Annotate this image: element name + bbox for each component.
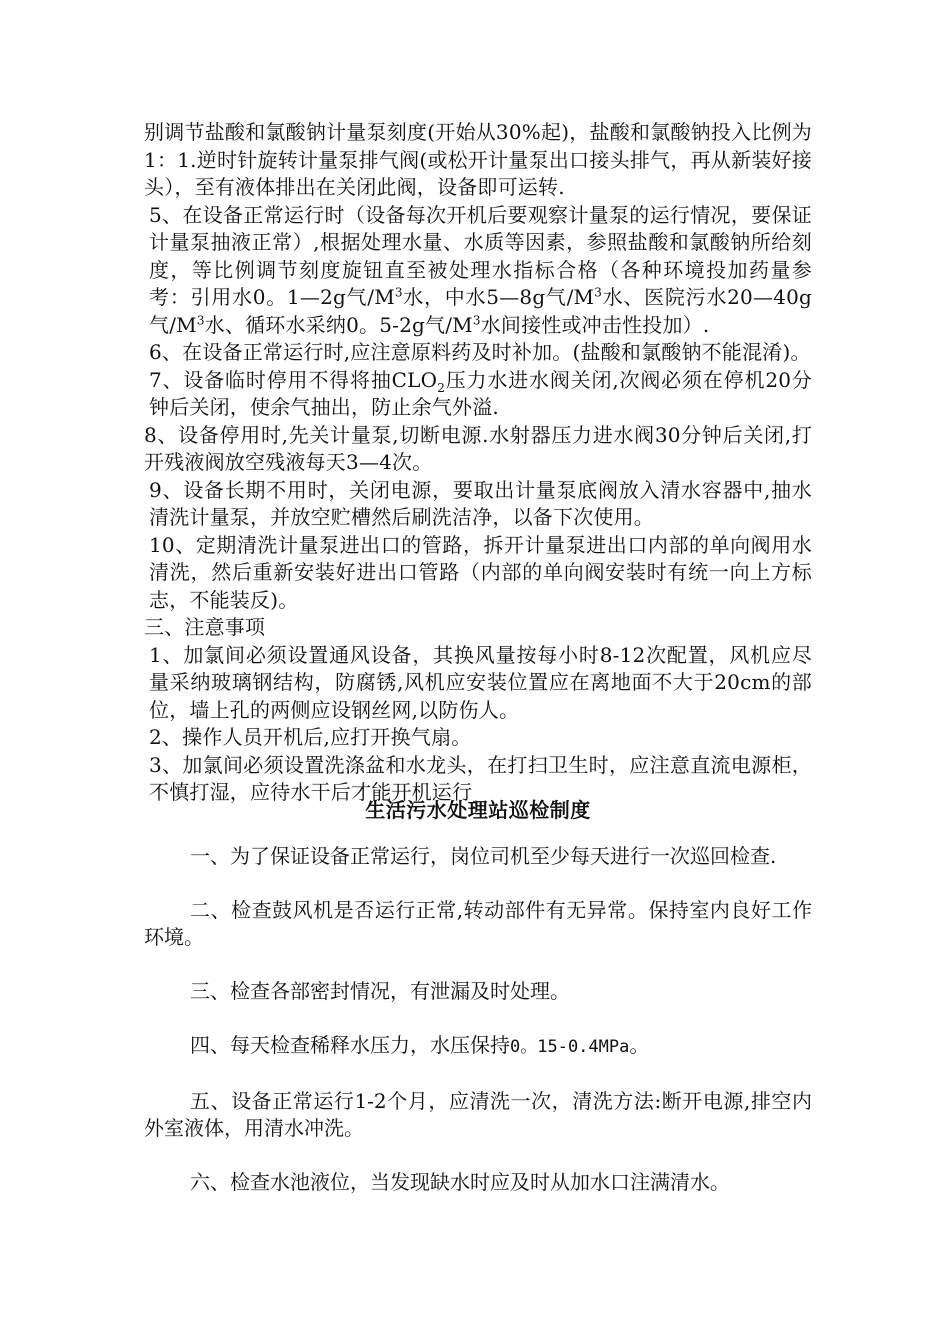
pressure-value: 0。15-0.4MPa (510, 1037, 630, 1057)
text-run: 水，中水5—8g气/M (402, 285, 595, 309)
superscript: 3 (472, 312, 481, 327)
note-item-3: 3、加氯间必须设置洗涤盆和水龙头，在打扫卫生时，应注意直流电源柜，不慎打湿，应待水干后才能开机运行 (149, 752, 812, 804)
upper-body (144, 119, 812, 807)
inspection-rules (144, 843, 812, 1223)
text-run: 5、在设备正常运行时（设备每次开机后要观察计量泵的运行情况，要保证计量泵抽液正常）,根据处理水量、水质等因素，参照盐酸和氯酸钠所给刻度，等比例调节刻度旋钮直至被处理水指标合格（各种环境投加药量参考：引用水0。1—2g气/M (149, 202, 812, 309)
paragraph-item-8: 8、设备停用时,先关计量泵,切断电源.水射器压力进水阀30分钟后关闭,打开残液阀放空残液每天3—4次。 (144, 422, 812, 474)
paragraph-item-10: 10、定期清洗计量泵进出口的管路，拆开计量泵进出口内部的单向阀用水清洗，然后重新安装好进出口管路（内部的单向阀安装时有统一向上方标志，不能装反)。 (149, 532, 812, 612)
paragraph-item-9: 9、设备长期不用时，关闭电源，要取出计量泵底阀放入清水容器中,抽水清洗计量泵，并放空贮槽然后刷洗洁净，以备下次使用。 (149, 477, 812, 529)
text-run: 四、每天检查稀释水压力，水压保持 (190, 1033, 510, 1057)
rule-item-4 (144, 1032, 812, 1061)
text-run: 水间接性或冲击性投加）. (480, 312, 710, 337)
rule-item-1: 一、为了保证设备正常运行，岗位司机至少每天进行一次巡回检查. (190, 844, 777, 868)
note-item-1: 1、加氯间必须设置通风设备，其换风量按每小时8-12次配置，风机应尽量采纳玻璃钢结构，防腐锈,风机应安装位置应在离地面不大于20cm的部位，墙上孔的两侧应设钢丝网,以防伤人。 (149, 642, 812, 722)
superscript: 3 (196, 312, 205, 327)
text-run: 。 (629, 1033, 650, 1057)
text-run: 压力水进水阀关闭,次阀必须在停机20分钟后关闭，使余气抽出，防止余气外溢. (149, 367, 812, 419)
section-title: 生活污水处理站巡检制度 (365, 798, 591, 822)
text-run: 7、设备临时停用不得将抽CLO (149, 367, 438, 392)
superscript: 3 (594, 285, 603, 300)
subscript: 2 (437, 380, 446, 395)
paragraph-item-5 (144, 202, 812, 340)
superscript: 3 (394, 285, 403, 300)
text-run: 水、医院污水20—40g气/M (149, 285, 812, 337)
rule-item-2: 二、检查鼓风机是否运行正常,转动部件有无异常。保持室内良好工作环境。 (144, 898, 812, 949)
rule-item-6: 六、检查水池液位，当发现缺水时应及时从加水口注满清水。 (190, 1170, 730, 1194)
rule-item-5: 五、设备正常运行1-2个月，应清洗一次，清洗方法:断开电源,排空内外室液体，用清水冲洗。 (144, 1089, 812, 1140)
paragraph-item-7 (144, 367, 812, 422)
note-item-2: 2、操作人员开机后,应打开换气扇。 (149, 725, 472, 749)
paragraph-item-6: 6、在设备正常运行时,应注意原料药及时补加。(盐酸和氯酸钠不能混淆)。 (149, 340, 811, 364)
text-run: 水、循环水采纳0。5-2g气/M (204, 312, 473, 337)
section-heading-notes: 三、注意事项 (144, 615, 266, 639)
paragraph-continuation: 别调节盐酸和氯酸钠计量泵刻度(开始从30%起)，盐酸和氯酸钠投入比例为1：1.逆时针旋转计量泵排气阀(或松开计量泵出口接头排气，再从新装好接头），至有液体排出在关闭此阀，设备即可运转. (144, 120, 812, 199)
rule-item-3: 三、检查各部密封情况，有泄漏及时处理。 (190, 979, 570, 1003)
